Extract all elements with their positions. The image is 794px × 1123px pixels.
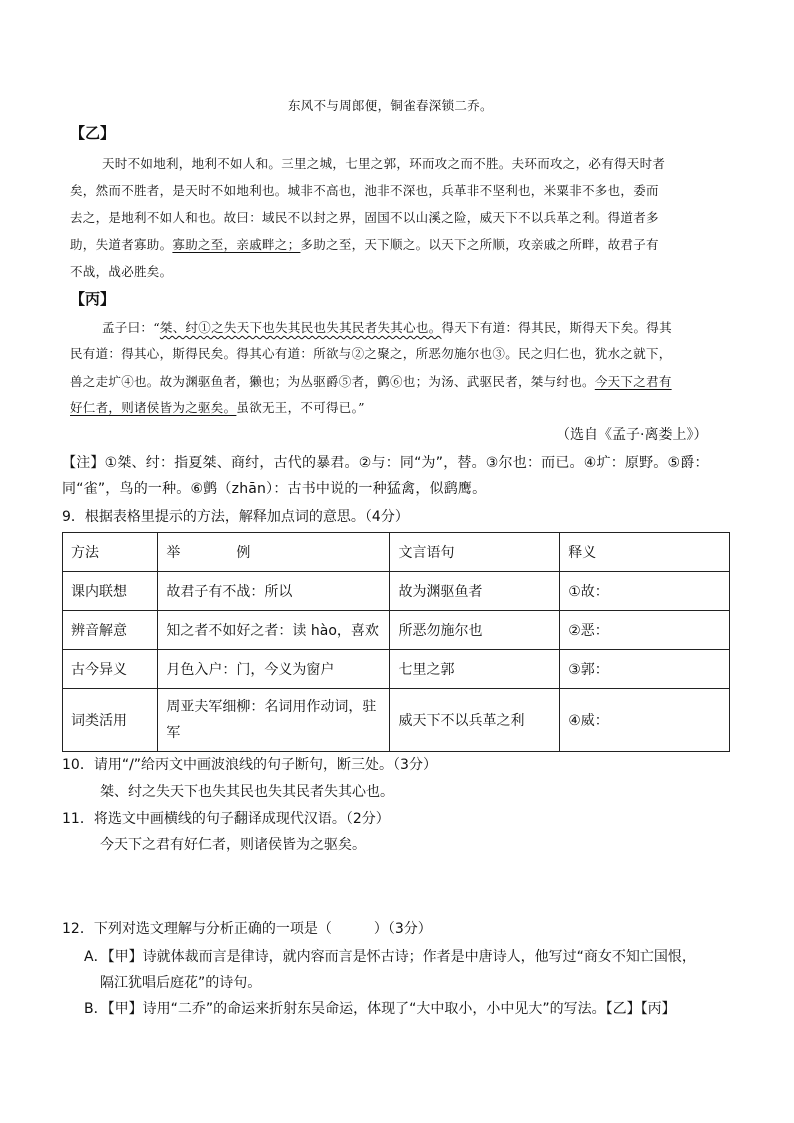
q9-table <box>62 532 730 752</box>
answer-cell[interactable]: ③郭： <box>560 650 730 689</box>
yi-line-3: 去之，是地利不如人和也。故曰：域民不以封之界，固国不以山溪之险，威天下不以兵革之利。得道者多 <box>70 210 659 225</box>
table-cell: 所恶勿施尔也 <box>390 611 560 650</box>
question-11-title: 11．将选文中画横线的句子翻译成现代汉语。（2分） <box>62 811 390 827</box>
table-cell: 词类活用 <box>63 689 158 752</box>
table-cell: 周亚夫军细柳：名词用作动词，驻军 <box>158 689 390 752</box>
yi-underlined-phrase: 寡助之至，亲戚畔之； <box>172 237 301 252</box>
question-9-title: 9．根据表格里提示的方法，解释加点词的意思。（4分） <box>62 509 409 525</box>
section-heading-bing: 【丙】 <box>70 290 116 308</box>
bing-line-3 <box>70 372 672 390</box>
bing-line-1-end: 得天下有道：得其民，斯得天下矣。得其 <box>441 320 672 335</box>
answer-cell[interactable]: ①故： <box>560 572 730 611</box>
table-row <box>63 572 730 611</box>
question-10-title: 10．请用“/”给丙文中画波浪线的句子断句，断三处。（3分） <box>62 757 437 773</box>
table-cell: 课内联想 <box>63 572 158 611</box>
option-a[interactable]: A．【甲】诗就体裁而言是律诗，就内容而言是怀古诗；作者是中唐诗人，他写过“商女不知亡国恨， <box>84 949 696 965</box>
table-cell: 知之者不如好之者：读 hào，喜欢 <box>158 611 390 650</box>
yi-line-5: 不战，战必胜矣。 <box>70 264 173 279</box>
table-row <box>63 650 730 689</box>
table-cell: 威天下不以兵革之利 <box>390 689 560 752</box>
table-cell: 月色入户：门，今义为窗户 <box>158 650 390 689</box>
table-cell: 古今异义 <box>63 650 158 689</box>
bing-line-1 <box>102 318 672 336</box>
table-cell: 故为渊驱鱼者 <box>390 572 560 611</box>
table-header: 文言语句 <box>390 533 560 572</box>
answer-cell[interactable]: ②恶： <box>560 611 730 650</box>
table-row <box>63 689 730 752</box>
yi-line-4-end: 多助之至，天下顺之。以天下之所顺，攻亲戚之所畔，故君子有 <box>300 237 659 252</box>
answer-cell[interactable]: ④威： <box>560 689 730 752</box>
bing-line-2: 民有道：得其心，斯得民矣。得其心有道：所欲与②之聚之，所恶勿施尔也③。民之归仁也，犹水之就下， <box>70 346 672 361</box>
table-header-row <box>63 533 730 572</box>
poem-last-line: 东风不与周郎便，铜雀春深锁二乔。 <box>288 98 493 113</box>
table-cell: 故君子有不战：所以 <box>158 572 390 611</box>
bing-underlined-start: 今天下之君有 <box>594 374 672 389</box>
notes-line-2: 同“雀”，鸟的一种。⑥鹯（zhān）：古书中说的一种猛禽，似鹞鹰。 <box>62 481 487 497</box>
option-b[interactable]: B．【甲】诗用“二乔”的命运来折射东吴命运，体现了“大中取小，小中见大”的写法。【乙】【丙】 <box>84 1001 676 1017</box>
table-header: 释义 <box>560 533 730 572</box>
bing-line-1-start: 孟子曰：“ <box>102 320 160 335</box>
table-row <box>63 611 730 650</box>
bing-line-4 <box>70 398 365 416</box>
bing-line-4-end: 虽欲无王，不可得已。” <box>236 400 365 415</box>
table-header: 举 例 <box>158 533 390 572</box>
question-11-sentence: 今天下之君有好仁者，则诸侯皆为之驱矣。 <box>100 837 366 853</box>
bing-wavy-sentence: 桀、纣①之失天下也失其民也失其民者失其心也。 <box>159 320 442 335</box>
yi-line-1: 天时不如地利，地利不如人和。三里之城，七里之郭，环而攻之而不胜。夫环而攻之，必有得天时者 <box>102 156 666 171</box>
bing-underlined-end: 好仁者，则诸侯皆为之驱矣。 <box>70 400 237 415</box>
table-cell: 七里之郭 <box>390 650 560 689</box>
yi-line-4-start: 助，失道者寡助。 <box>70 237 173 252</box>
notes-line-1: 【注】①桀、纣：指夏桀、商纣，古代的暴君。②与：同“为”，替。③尔也：而已。④圹：原野。⑤爵： <box>62 455 709 471</box>
question-10-sentence: 桀、纣之失天下也失其民也失其民者失其心也。 <box>100 784 394 800</box>
table-cell: 辨音解意 <box>63 611 158 650</box>
bing-line-3-start: 兽之走圹④也。故为渊驱鱼者，獭也；为丛驱爵⑤者，鹯⑥也；为汤、武驱民者，桀与纣也。 <box>70 374 595 389</box>
yi-line-4 <box>70 235 659 253</box>
table-header: 方法 <box>63 533 158 572</box>
source-citation: （选自《孟子·离娄上》） <box>556 427 708 443</box>
yi-line-2: 矣，然而不胜者，是天时不如地利也。城非不高也，池非不深也，兵革非不坚利也，米粟非不多也，委而 <box>70 183 659 198</box>
section-heading-yi: 【乙】 <box>70 124 116 142</box>
option-a-continued: 隔江犹唱后庭花”的诗句。 <box>100 975 262 991</box>
question-12-title: 12．下列对选文理解与分析正确的一项是（ ）（3分） <box>62 921 432 937</box>
